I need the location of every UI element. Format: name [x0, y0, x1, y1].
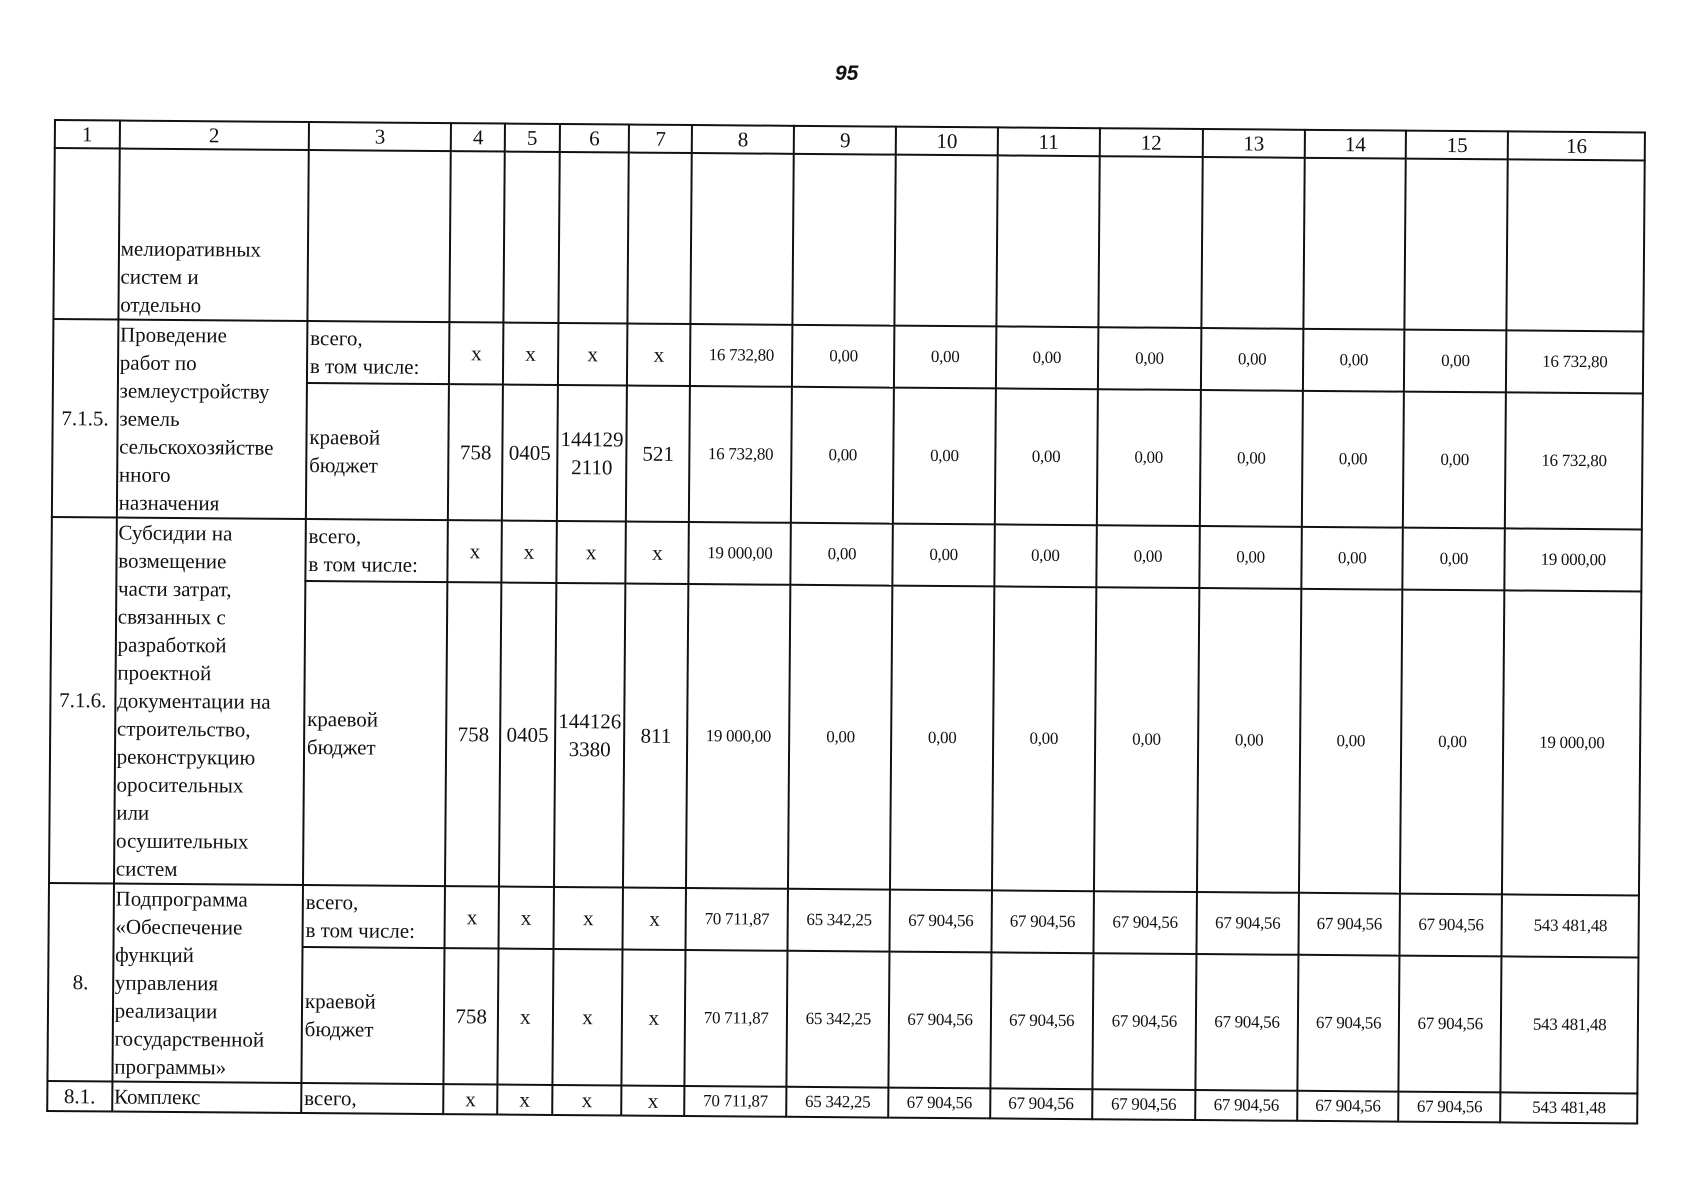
- amount-cell: 0,00: [1403, 528, 1506, 591]
- amount-cell: 0,00: [893, 387, 995, 524]
- amount-cell: 67 904,56: [1093, 891, 1197, 954]
- table-row: [51, 517, 1641, 591]
- header-cell: 7: [629, 125, 692, 153]
- amount-cell: 70 711,87: [684, 1086, 786, 1117]
- amount-cell: 67 904,56: [1398, 1092, 1500, 1123]
- empty-cell: [558, 152, 629, 324]
- code-rzpr: х: [497, 948, 553, 1085]
- funding-source: всего,: [301, 1083, 444, 1114]
- empty-cell: [1303, 158, 1405, 330]
- amount-cell: 65 342,25: [787, 951, 890, 1088]
- code-rzpr: х: [499, 887, 554, 949]
- code-rzpr: х: [501, 521, 556, 583]
- amount-cell: 16 732,80: [689, 386, 792, 523]
- empty-cell: [503, 152, 559, 323]
- amount-cell: 19 000,00: [686, 584, 791, 889]
- code-grbs: х: [448, 520, 502, 582]
- header-cell: 4: [451, 123, 505, 151]
- amount-cell: 0,00: [1400, 589, 1505, 894]
- amount-cell: 67 904,56: [1092, 1089, 1195, 1120]
- header-cell: 11: [997, 127, 1099, 156]
- amount-cell: 67 904,56: [990, 952, 1093, 1089]
- empty-cell: [793, 154, 896, 326]
- header-cell: 16: [1508, 131, 1645, 160]
- amount-cell: 0,00: [1404, 330, 1507, 393]
- amount-cell: 65 342,25: [788, 889, 891, 952]
- code-csr: х: [552, 1085, 622, 1116]
- funding-source: всего, в том числе:: [307, 321, 450, 384]
- amount-cell: 67 904,56: [1297, 955, 1399, 1092]
- code-vr: х: [627, 324, 690, 386]
- amount-cell: 67 904,56: [1297, 1091, 1398, 1122]
- amount-cell: 0,00: [890, 585, 994, 890]
- amount-cell: 0,00: [1403, 391, 1506, 528]
- amount-cell: 67 904,56: [1092, 953, 1196, 1090]
- amount-cell: 0,00: [791, 523, 894, 586]
- amount-cell: 19 000,00: [1505, 528, 1642, 591]
- code-grbs: 758: [444, 948, 499, 1085]
- item-index: 8.1.: [47, 1081, 112, 1112]
- amount-cell: 16 732,80: [1505, 392, 1643, 529]
- header-cell: 6: [559, 124, 629, 153]
- amount-cell: 543 481,48: [1502, 894, 1639, 957]
- amount-cell: 67 904,56: [1195, 1090, 1297, 1121]
- amount-cell: 67 904,56: [889, 951, 991, 1088]
- header-cell: 2: [119, 121, 308, 150]
- code-vr: 811: [623, 583, 688, 888]
- continuation-row: [53, 148, 1644, 331]
- empty-cell: [450, 151, 505, 322]
- header-cell: 15: [1406, 131, 1508, 160]
- amount-cell: 67 904,56: [1400, 894, 1503, 957]
- page-number: 95: [835, 62, 859, 85]
- empty-cell: [996, 155, 1099, 327]
- header-cell: 12: [1100, 128, 1203, 157]
- amount-cell: 0,00: [992, 586, 1097, 891]
- budget-table: [46, 119, 1646, 1124]
- amount-cell: 0,00: [894, 326, 996, 389]
- item-index: 7.1.6.: [49, 517, 117, 883]
- code-csr: х: [553, 887, 623, 949]
- amount-cell: 0,00: [1199, 526, 1302, 589]
- header-cell: 3: [309, 122, 452, 151]
- amount-cell: 0,00: [1303, 329, 1405, 392]
- header-cell: 14: [1305, 130, 1406, 159]
- code-grbs: х: [449, 322, 503, 384]
- empty-cell: [53, 148, 119, 320]
- amount-cell: 67 904,56: [890, 890, 992, 953]
- item-name: Комплекс: [112, 1081, 301, 1112]
- code-rzpr: х: [503, 323, 558, 385]
- table-row: [53, 319, 1643, 393]
- amount-cell: 543 481,48: [1501, 956, 1639, 1093]
- empty-cell: [691, 153, 794, 325]
- code-vr: х: [623, 887, 686, 949]
- header-cell: 1: [55, 120, 120, 149]
- header-cell: 8: [692, 125, 794, 154]
- amount-cell: 70 711,87: [685, 950, 788, 1087]
- code-rzpr: 0405: [499, 582, 556, 887]
- empty-cell: [628, 153, 692, 324]
- item-name: Проведение работ по землеустройству земель сельскохозяйстве нного назначения: [117, 320, 308, 519]
- amount-cell: 67 904,56: [991, 890, 1094, 953]
- amount-cell: 0,00: [1302, 391, 1404, 528]
- table-row: [49, 883, 1639, 957]
- code-csr: 144126 3380: [554, 583, 626, 888]
- code-csr: 144129 2110: [557, 385, 628, 522]
- empty-cell: [895, 155, 997, 327]
- amount-cell: 0,00: [788, 585, 893, 890]
- header-cell: 13: [1203, 129, 1305, 158]
- funding-source: краевой бюджет: [303, 581, 448, 886]
- funding-source: краевой бюджет: [301, 947, 445, 1084]
- empty-cell: [307, 150, 451, 322]
- amount-cell: 0,00: [1200, 390, 1303, 527]
- code-vr: х: [626, 522, 689, 584]
- amount-cell: 0,00: [996, 326, 1099, 389]
- code-rzpr: х: [497, 1085, 552, 1115]
- empty-cell: [1098, 156, 1202, 328]
- amount-cell: 70 711,87: [686, 888, 789, 951]
- code-csr: х: [556, 521, 626, 583]
- amount-cell: 67 904,56: [1195, 954, 1298, 1091]
- amount-cell: 19 000,00: [689, 522, 792, 585]
- amount-cell: 0,00: [1201, 328, 1304, 391]
- amount-cell: 0,00: [1301, 527, 1403, 589]
- amount-cell: 67 904,56: [1399, 955, 1502, 1092]
- code-grbs: 758: [445, 582, 501, 887]
- item-name: Подпрограмма «Обеспечение функций управления реализации государственной программы»: [112, 883, 303, 1082]
- funding-source: краевой бюджет: [306, 383, 450, 520]
- code-csr: х: [552, 949, 623, 1086]
- amount-cell: 16 732,80: [690, 324, 793, 387]
- amount-cell: 0,00: [1197, 588, 1302, 893]
- code-vr: х: [622, 949, 686, 1086]
- code-grbs: 758: [448, 384, 503, 521]
- funding-source: всего, в том числе:: [305, 519, 448, 582]
- header-cell: 5: [505, 124, 560, 152]
- code-vr: х: [622, 1085, 685, 1115]
- empty-cell: [1507, 159, 1645, 331]
- empty-cell: [1201, 157, 1304, 329]
- amount-cell: 543 481,48: [1501, 1092, 1638, 1123]
- item-name: Субсидии на возмещение части затрат, связанных с разработкой проектной документации на строительство, реконструкцию оросительных или осушительных систем: [114, 518, 306, 885]
- amount-cell: 0,00: [1097, 389, 1201, 526]
- code-csr: х: [558, 323, 628, 385]
- header-cell: 9: [794, 126, 896, 155]
- amount-cell: 0,00: [994, 524, 1097, 587]
- amount-cell: 19 000,00: [1502, 590, 1641, 895]
- empty-cell: [1405, 159, 1508, 331]
- amount-cell: 67 904,56: [1299, 893, 1401, 956]
- amount-cell: 0,00: [893, 524, 995, 586]
- amount-cell: 0,00: [1098, 327, 1202, 390]
- amount-cell: 0,00: [1299, 589, 1403, 894]
- code-vr: 521: [626, 385, 690, 522]
- item-index: 8.: [47, 883, 113, 1082]
- header-cell: 10: [896, 127, 997, 156]
- amount-cell: 65 342,25: [786, 1087, 888, 1118]
- amount-cell: 0,00: [792, 325, 895, 388]
- amount-cell: 0,00: [1096, 525, 1200, 588]
- funding-source: всего, в том числе:: [302, 885, 445, 948]
- amount-cell: 67 904,56: [990, 1088, 1092, 1119]
- code-rzpr: 0405: [502, 384, 558, 521]
- amount-cell: 0,00: [791, 387, 894, 524]
- item-name: мелиоративных систем и отдельно: [118, 149, 308, 321]
- amount-cell: 0,00: [1094, 587, 1200, 892]
- code-grbs: х: [444, 1084, 498, 1114]
- code-grbs: х: [445, 886, 499, 948]
- amount-cell: 16 732,80: [1506, 330, 1643, 393]
- amount-cell: 0,00: [994, 388, 1097, 525]
- item-index: 7.1.5.: [52, 319, 118, 518]
- amount-cell: 67 904,56: [889, 1088, 990, 1119]
- amount-cell: 67 904,56: [1196, 892, 1299, 955]
